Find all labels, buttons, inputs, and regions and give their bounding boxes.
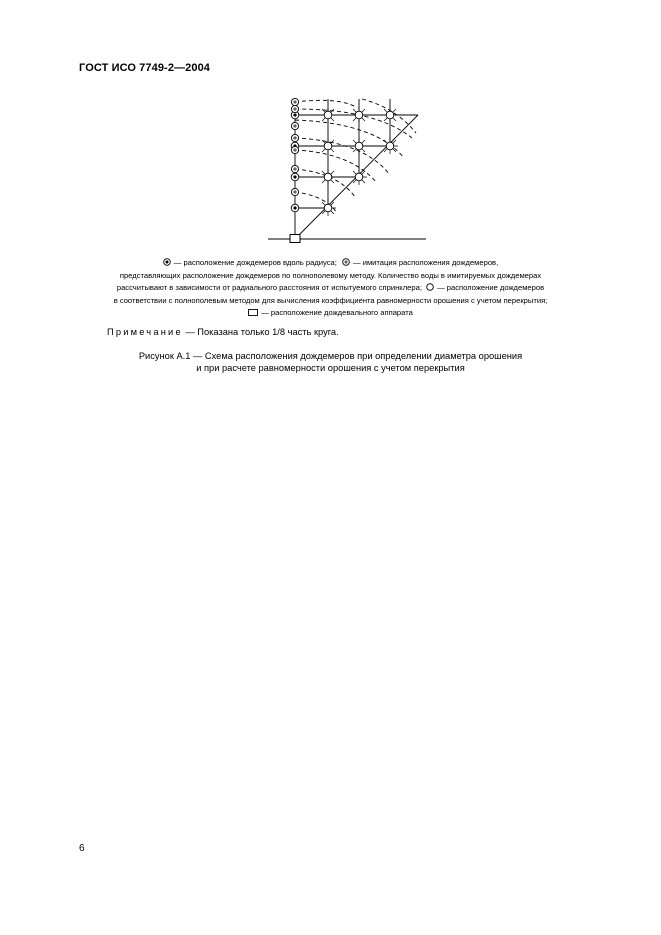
fullfield-gauge bbox=[355, 173, 363, 181]
page-number: 6 bbox=[79, 843, 85, 854]
caption-line-2: и при расчете равномерности орошения с учетом перекрытия bbox=[196, 363, 465, 374]
fullfield-gauge bbox=[324, 111, 332, 119]
sprinkler-square bbox=[290, 235, 300, 243]
open-circle-icon bbox=[426, 283, 434, 291]
fullfield-gauge bbox=[355, 111, 363, 119]
note-label: Примечание bbox=[107, 327, 183, 337]
legend-line-4: в соответствии с полнополевым методом для вычисления коэффициента равномерности орошения с учетом перекрытия; bbox=[113, 295, 548, 305]
legend-line-3 bbox=[60, 282, 601, 295]
figure-note bbox=[107, 327, 339, 337]
fullfield-gauge bbox=[324, 204, 332, 212]
gauge-layout-diagram bbox=[266, 93, 428, 245]
fullfield-gauge bbox=[355, 142, 363, 150]
caption-line-1: Рисунок А.1 — Схема расположения дождемеров при определении диаметра орошения bbox=[138, 351, 523, 361]
document-header: ГОСТ ИСО 7749-2—2004 bbox=[79, 62, 211, 74]
fullfield-gauge bbox=[324, 142, 332, 150]
figure-legend bbox=[60, 257, 601, 320]
fullfield-gauge bbox=[324, 173, 332, 181]
legend-simulated-text: — имитация расположения дождемеров, bbox=[353, 258, 499, 267]
legend-radius-text: — расположение дождемеров вдоль радиуса; bbox=[173, 258, 337, 267]
fullfield-gauge bbox=[386, 142, 394, 150]
fullfield-gauge bbox=[386, 111, 394, 119]
figure-caption bbox=[100, 350, 561, 375]
circle-with-dot-icon bbox=[163, 258, 171, 266]
square-icon bbox=[248, 309, 258, 316]
legend-line-2: представляющих расположение дождемеров по полнополевому методу. Количество воды в имитируемых дождемерах bbox=[119, 270, 542, 280]
legend-calculation-text: рассчитывают в зависимости от радиального расстояния от испытуемого спринклера; bbox=[116, 283, 422, 292]
legend-sprinkler-text: — расположение дождевального аппарата bbox=[261, 308, 413, 317]
legend-fullfield-text: — расположение дождемеров bbox=[437, 283, 545, 292]
circle-with-plus-icon bbox=[342, 258, 350, 266]
note-text: — Показана только 1/8 часть круга. bbox=[185, 327, 339, 337]
legend-line-5 bbox=[60, 307, 601, 320]
legend-line-1 bbox=[60, 257, 601, 270]
